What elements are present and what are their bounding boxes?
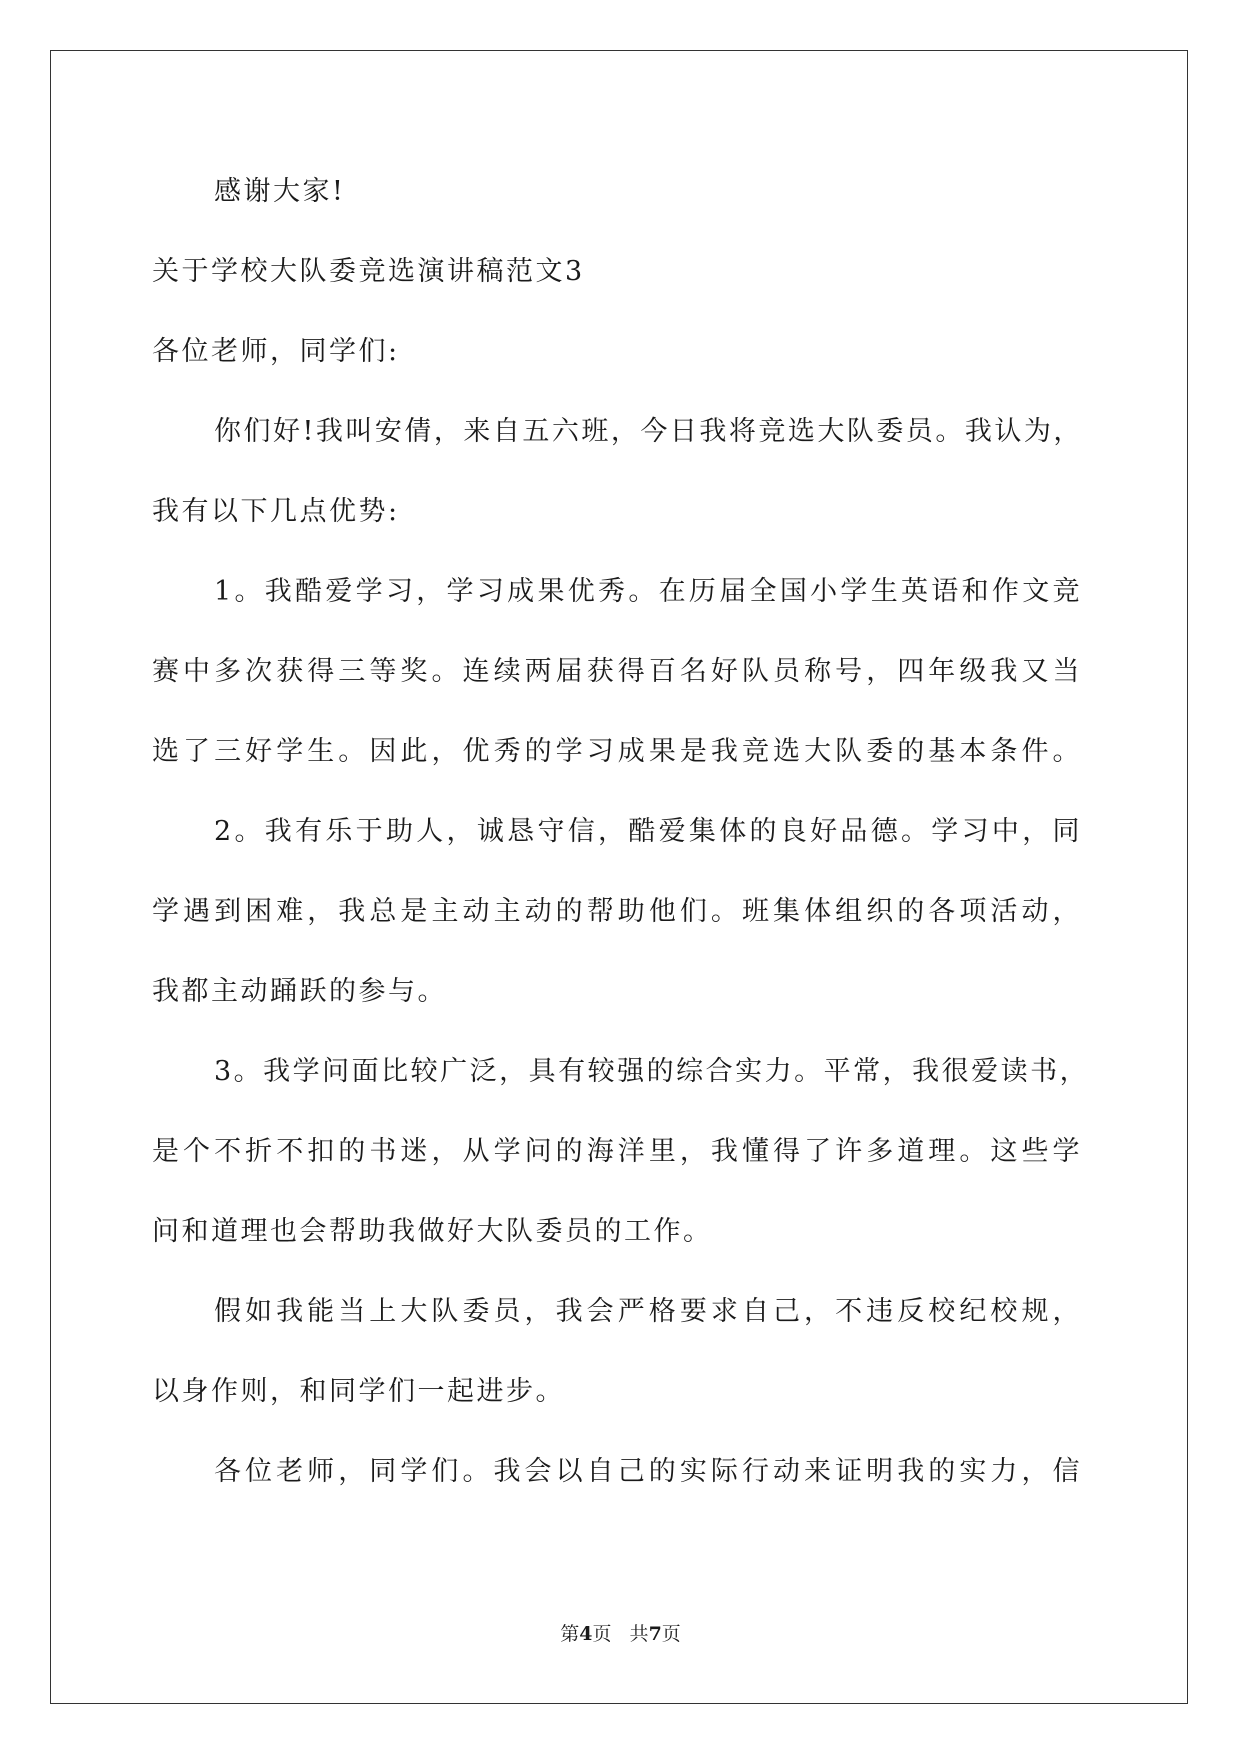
text-line: 是个不折不扣的书迷，从学问的海洋里，我懂得了许多道理。这些学 [152, 1136, 1082, 1167]
salutation: 各位老师，同学们: [152, 336, 400, 367]
text-line: 假如我能当上大队委员，我会严格要求自己，不违反校纪校规， [214, 1296, 1082, 1327]
closing-thanks: 感谢大家! [214, 176, 346, 207]
footer-mid: 页 共 [592, 1623, 649, 1645]
text-line: 赛中多次获得三等奖。连续两届获得百名好队员称号，四年级我又当 [152, 656, 1082, 687]
text-line: 3。我学问面比较广泛，具有较强的综合实力。平常，我很爱读书， [214, 1056, 1090, 1087]
total-pages-number: 7 [648, 1623, 662, 1645]
text-line: 你们好!我叫安倩，来自五六班，今日我将竞选大队委员。我认为， [214, 416, 1083, 447]
text-line: 我有以下几点优势: [152, 496, 400, 527]
text-line: 学遇到困难，我总是主动主动的帮助他们。班集体组织的各项活动， [152, 896, 1082, 927]
text-line: 1。我酷爱学习，学习成果优秀。在历届全国小学生英语和作文竞 [214, 576, 1082, 607]
text-line: 问和道理也会帮助我做好大队委员的工作。 [152, 1216, 713, 1247]
page-footer [0, 1622, 1241, 1646]
text-line: 我都主动踊跃的参与。 [152, 976, 447, 1007]
current-page-number: 4 [579, 1623, 593, 1645]
text-line: 选了三好学生。因此，优秀的学习成果是我竞选大队委的基本条件。 [152, 736, 1082, 767]
text-line: 2。我有乐于助人，诚恳守信，酷爱集体的良好品德。学习中，同 [214, 816, 1082, 847]
text-line: 各位老师，同学们。我会以自己的实际行动来证明我的实力，信 [214, 1456, 1082, 1487]
footer-prefix: 第 [560, 1623, 580, 1645]
text-line: 以身作则，和同学们一起进步。 [152, 1376, 565, 1407]
footer-suffix: 页 [661, 1623, 681, 1645]
section-title: 关于学校大队委竞选演讲稿范文3 [152, 256, 585, 287]
